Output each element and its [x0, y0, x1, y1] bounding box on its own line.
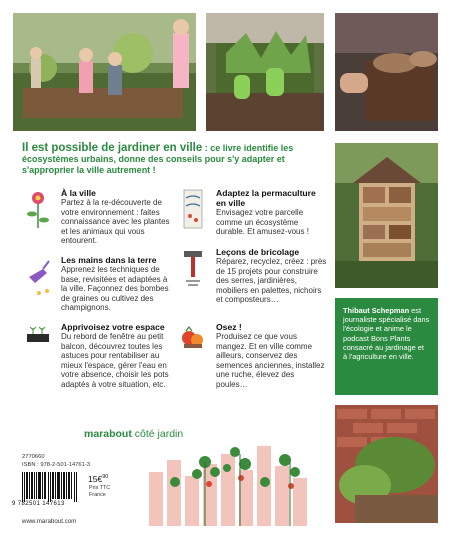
barcode-number: 9 782501 147613 [12, 501, 65, 507]
publisher-website: www.marabout.com [22, 518, 77, 525]
photo-brick-wall-planter [335, 405, 438, 523]
garden-fence-illustration [145, 442, 323, 526]
photo-gloved-hands-planting [206, 13, 324, 131]
publisher-collection: côté jardin [131, 428, 184, 440]
photo-insect-hotel [335, 143, 438, 288]
isbn: ISBN : 978-2-501-14761-3 [22, 462, 90, 468]
feature-body: Produisez ce que vous mangez. Et en ville comme ailleurs, conservez des semences anciennes, installez une ruche, élevez des poules… [216, 332, 325, 389]
price-value: 15€ [88, 474, 103, 484]
feature-body: Apprenez les techniques de base, revisitées et adaptées à la ville. Façonnez des bombes de graines ou cultivez des champignons. [61, 265, 169, 313]
price-notes [89, 485, 110, 498]
barcode-icon [22, 472, 78, 502]
feature-body: Réparez, recyclez, créez : près de 15 projets pour construire des serres, jardinières, mobiliers en palettes, nichoirs et composteurs… [216, 257, 327, 305]
feature-title: Leçons de bricolage [216, 247, 300, 257]
reference-number: 2770660 [22, 454, 45, 460]
publisher-logo [84, 428, 183, 440]
feature-body: Du rebord de fenêtre au petit balcon, découvrez toutes les astuces pour rentabiliser au mieux l'espace, gérer l'eau en votre absence, choisir les pots adaptés à votre situation, etc. [61, 332, 169, 389]
price-cents: 90 [102, 474, 109, 481]
author-bio-box [335, 298, 438, 395]
feature-title: Les mains dans la terre [61, 255, 157, 265]
price-note-ttc: Prix TTC [89, 485, 111, 491]
author-description: est journaliste spécialisé dans l'écologie et anime le podcast Bons Plants consacré au jardinage et à l'agriculture en ville. [343, 306, 430, 362]
feature-title: À la ville [61, 188, 96, 198]
feature-title: Adaptez la permaculture en ville [216, 188, 316, 208]
reference-codes [22, 453, 90, 469]
intro-paragraph [22, 143, 322, 176]
feature-body: Envisagez votre parcelle comme un écosystème durable. Et amusez-vous ! [216, 208, 309, 237]
tools-illustration-icon [180, 247, 206, 289]
feature-title: Apprivoisez votre espace [61, 322, 165, 332]
author-name: Thibaut Schepman [343, 306, 410, 315]
watering-can-illustration-icon [25, 255, 51, 297]
seedling-tray-illustration-icon [25, 322, 51, 364]
barcode [22, 472, 78, 502]
price-note-country: France [89, 491, 106, 498]
vegetables-illustration-icon [180, 322, 206, 364]
intro-highlight: Il est possible de jardiner en ville [22, 142, 203, 154]
photo-children-garden [13, 13, 196, 131]
photo-mushroom-growing [335, 13, 438, 131]
intro-text: : ce livre identifie les écosystèmes urbains, donne des conseils pour s'y adapter et s'approprier la ville autrement ! [22, 143, 294, 175]
publisher-name: marabout [84, 428, 132, 440]
flower-illustration-icon [25, 188, 51, 230]
feature-title: Osez ! [216, 322, 242, 332]
seed-packet-illustration-icon [180, 188, 206, 230]
feature-body: Partez à la re-découverte de votre environnement : faites connaissance avec les plantes et les animaux qui vous entourent. [61, 198, 170, 246]
price [88, 474, 108, 484]
